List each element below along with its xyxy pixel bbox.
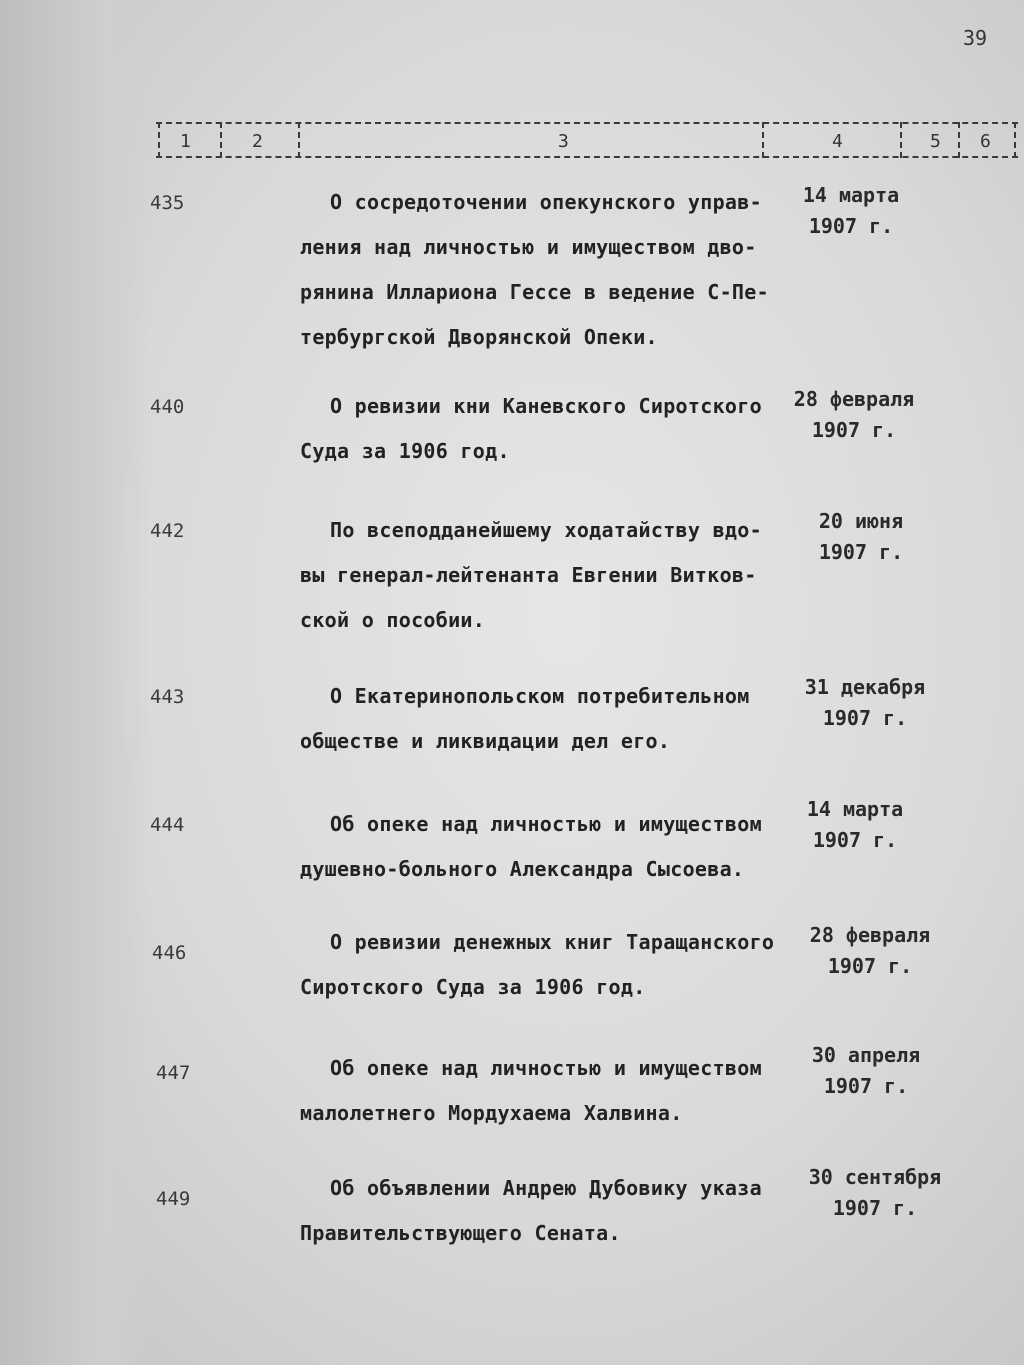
entry-date-day: 30 апреля xyxy=(811,1043,921,1067)
header-col-6: 6 xyxy=(980,131,991,152)
header-top-rule xyxy=(156,122,1018,124)
entry-date-day: 14 марта xyxy=(806,797,904,821)
entry-date-day: 28 февраля xyxy=(809,923,931,947)
entry-date-year: 1907 г. xyxy=(812,828,898,852)
entry-line: Сиротского Суда за 1906 год. xyxy=(300,975,646,999)
entry-date-day: 20 июня xyxy=(818,509,904,533)
entry-date-year: 1907 г. xyxy=(827,954,913,978)
entry-date-day: 30 сентября xyxy=(808,1165,942,1189)
header-col-2: 2 xyxy=(252,131,263,152)
entry-number: 443 xyxy=(150,686,185,708)
entry-text xyxy=(300,508,790,643)
entry-date-year: 1907 г. xyxy=(822,706,908,730)
header-bottom-rule xyxy=(156,156,1018,158)
entry-date xyxy=(796,1040,936,1102)
header-separator xyxy=(958,122,960,158)
entry-date-year: 1907 г. xyxy=(808,214,894,238)
entry-text xyxy=(300,920,790,1010)
entry-line: обществе и ликвидации дел его. xyxy=(300,729,671,753)
entry-line: Об опеке над личностью и имуществом xyxy=(330,1056,762,1080)
entry-date xyxy=(796,506,926,568)
entry-text xyxy=(300,802,790,892)
entry-date-day: 28 февраля xyxy=(793,387,915,411)
entry-line: О ревизии денежных книг Таращанского xyxy=(330,930,775,954)
entry-text xyxy=(300,1046,790,1136)
entry-line: Правительствующего Сената. xyxy=(300,1221,621,1245)
entry-date xyxy=(800,1162,950,1224)
entry-number: 442 xyxy=(150,520,185,542)
entry-text xyxy=(300,1166,790,1256)
entry-text xyxy=(300,180,790,360)
entry-date xyxy=(790,794,920,856)
header-col-3: 3 xyxy=(558,131,569,152)
entry-line: малолетнего Мордухаема Халвина. xyxy=(300,1101,683,1125)
entry-number: 446 xyxy=(152,942,187,964)
entry-line: Об объявлении Андрею Дубовику указа xyxy=(330,1176,762,1200)
entry-date xyxy=(800,920,940,982)
entry-date-year: 1907 г. xyxy=(832,1196,918,1220)
entry-line: По всеподданейшему ходатайству вдо- xyxy=(330,518,762,542)
entry-date xyxy=(786,180,916,242)
header-col-5: 5 xyxy=(930,131,941,152)
entry-number: 449 xyxy=(156,1188,191,1210)
header-separator xyxy=(900,122,902,158)
entry-number: 447 xyxy=(156,1062,191,1084)
header-separator xyxy=(1014,122,1016,158)
entry-line: рянина Иллариона Гессе в ведение С-Пе- xyxy=(300,280,769,304)
entry-number: 440 xyxy=(150,396,185,418)
entry-number: 435 xyxy=(150,192,185,214)
entry-date-day: 14 марта xyxy=(802,183,900,207)
entry-date xyxy=(784,384,924,446)
header-separator xyxy=(298,122,300,158)
entry-line: Об опеке над личностью и имуществом xyxy=(330,812,762,836)
entry-line: ления над личностью и имуществом дво- xyxy=(300,235,757,259)
page-number: 39 xyxy=(963,26,988,50)
entry-line: вы генерал-лейтенанта Евгении Витков- xyxy=(300,563,757,587)
header-separator xyxy=(220,122,222,158)
entry-text xyxy=(300,384,790,474)
entry-line: ской о пособии. xyxy=(300,608,486,632)
entry-text xyxy=(300,674,790,764)
column-header xyxy=(156,118,1018,162)
entry-line: Суда за 1906 год. xyxy=(300,439,510,463)
entry-number: 444 xyxy=(150,814,185,836)
entry-date-year: 1907 г. xyxy=(818,540,904,564)
entry-date-year: 1907 г. xyxy=(823,1074,909,1098)
entry-line: О ревизии кни Каневского Сиротского xyxy=(330,394,762,418)
entry-date-day: 31 декабря xyxy=(804,675,926,699)
entry-date-year: 1907 г. xyxy=(811,418,897,442)
entry-line: О сосредоточении опекунского управ- xyxy=(330,190,762,214)
header-col-4: 4 xyxy=(832,131,843,152)
entry-line: О Екатеринопольском потребительном xyxy=(330,684,750,708)
header-col-1: 1 xyxy=(180,131,191,152)
entry-line: душевно-больного Александра Сысоева. xyxy=(300,857,745,881)
page-fold-shadow xyxy=(0,0,150,1365)
header-separator xyxy=(158,122,160,158)
entry-date xyxy=(800,672,930,734)
entry-line: тербургской Дворянской Опеки. xyxy=(300,325,658,349)
header-separator xyxy=(762,122,764,158)
